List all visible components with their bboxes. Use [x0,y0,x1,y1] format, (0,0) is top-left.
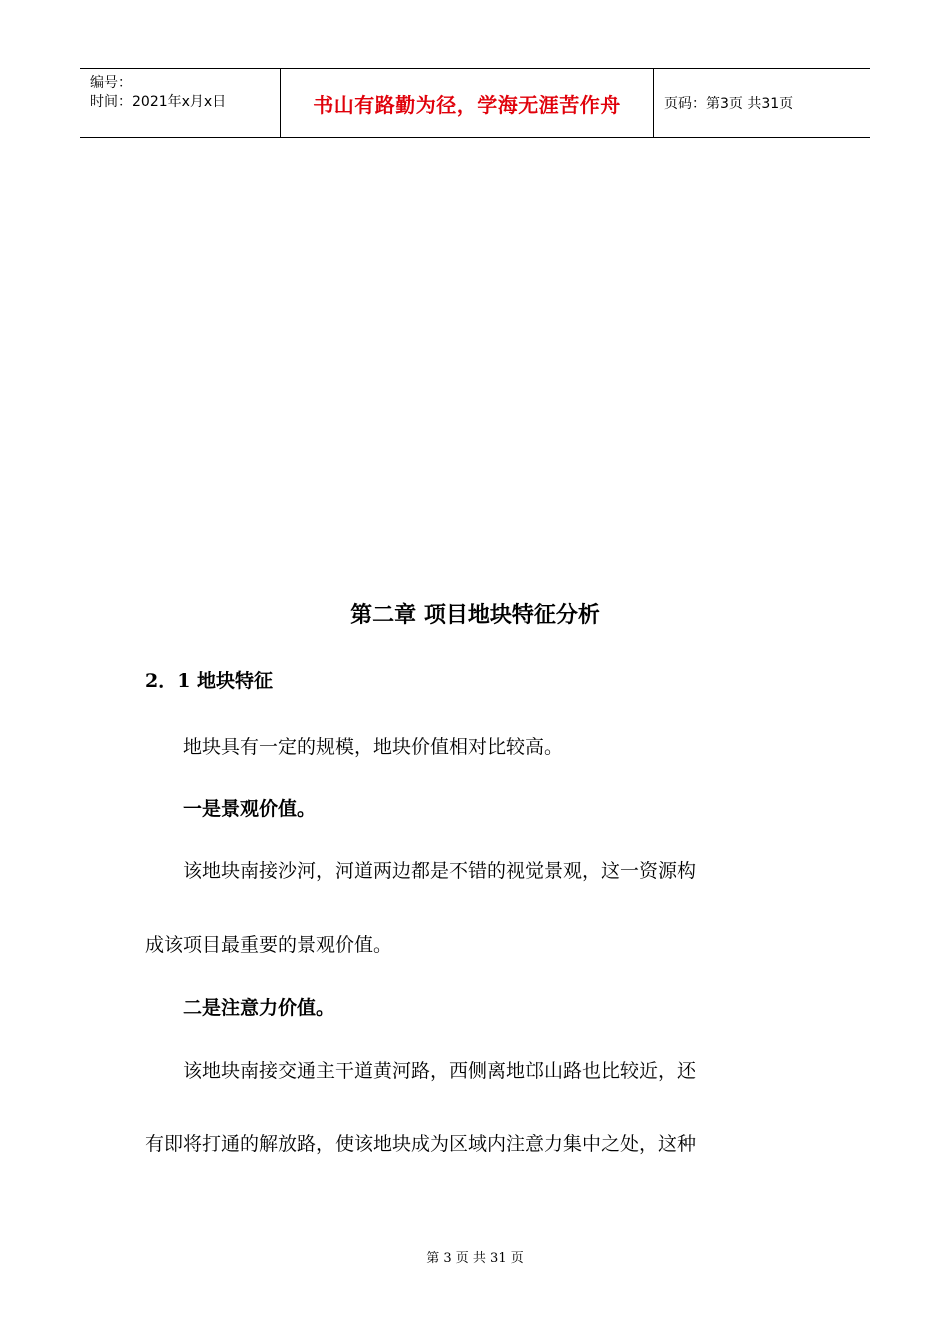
paragraph-attention-line1: 该地块南接交通主干道黄河路，西侧离地邙山路也比较近，还 [183,1060,697,1082]
header-page-label: 页码：第3页 共31页 [664,96,794,112]
header-page-cell [654,69,870,137]
doc-number-label: 编号： [90,75,132,91]
header-motto-cell [281,69,654,137]
header-motto: 书山有路勤为径，学海无涯苦作舟 [313,92,621,117]
paragraph-landscape-line2: 成该项目最重要的景观价值。 [145,934,393,956]
subheading-attention-value: 二是注意力价值。 [183,997,336,1019]
page-footer: 第 3 页 共 31 页 [426,1251,524,1266]
paragraph-landscape-line1: 该地块南接沙河，河道两边都是不错的视觉景观，这一资源构 [183,860,697,882]
header-info-cell [80,69,281,137]
chapter-title: 第二章 项目地块特征分析 [350,602,600,628]
section-title: 2．1 地块特征 [145,670,274,692]
paragraph-attention-line2: 有即将打通的解放路，使该地块成为区域内注意力集中之处，这种 [145,1133,697,1155]
paragraph-intro: 地块具有一定的规模，地块价值相对比较高。 [183,736,564,758]
doc-time-label: 时间：2021年x月x日 [90,94,227,110]
subheading-landscape-value: 一是景观价值。 [183,798,317,820]
header-table [80,68,870,138]
